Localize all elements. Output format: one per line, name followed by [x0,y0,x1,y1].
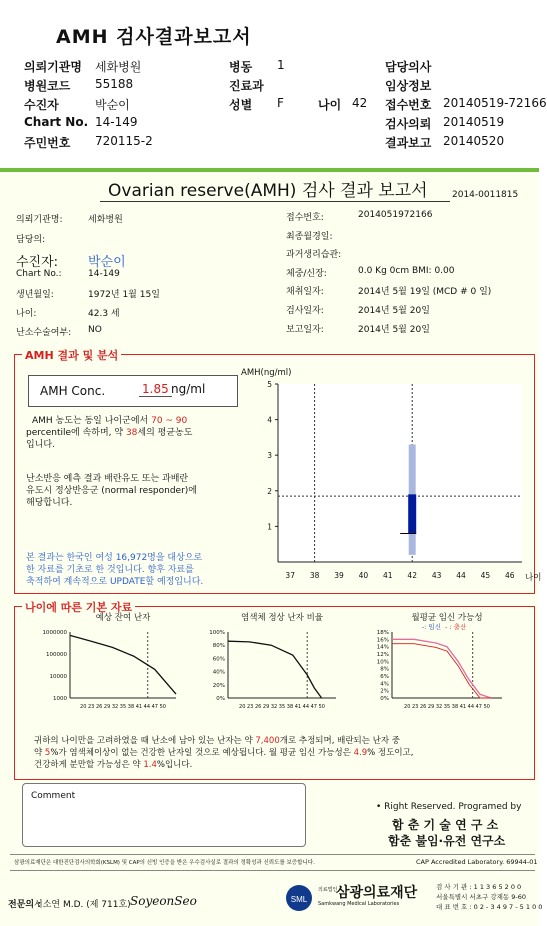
header-l1-2: 수진자 [24,98,59,112]
mini-series-line [70,635,176,694]
data-note-line3: 축적하여 계속적으로 UPDATE할 예정입니다. [26,577,204,587]
info-value-4: 1972년 1월 15일 [88,290,160,300]
info-label-1: 담당의: [16,235,46,245]
header-v1-2: 박순이 [95,98,130,112]
info-value-3: 14-149 [88,269,120,279]
mini-series-line [392,639,491,698]
comment-box [22,783,306,847]
comment-label: Comment [31,791,76,801]
logo-main-text: 삼광의료재단 [336,885,418,901]
mini-y-tick: 80% [212,643,225,650]
x-tick-label: 38 [309,571,320,580]
header-l4-1: 임상정보 [385,79,432,93]
y-tick-label: 4 [267,415,272,425]
doctor-label: 전문의 : [8,900,41,910]
x-tick-label: 46 [505,571,515,580]
mini-y-tick: 20% [212,682,225,689]
legend-pregnancy: -: 임신 [421,623,441,631]
header-l4-3: 검사의뢰 [385,117,432,131]
header-l3-2: 나이 [318,98,342,112]
mini-chart-title: 염색체 정상 난자 비율 [240,613,324,623]
header-v4-3: 20140519 [443,115,505,129]
info-value-0: 세화병원 [88,215,123,225]
header-l2-1: 진료과 [229,79,264,93]
info-label-0: 의뢰기관명: [16,215,63,225]
amh-age-chart [236,362,542,590]
mini-y-tick: 60% [212,656,225,663]
report-title: Ovarian reserve(AMH) 검사 결과 보고서 [108,181,428,201]
info-label-5: 나이: [16,309,37,319]
sml-logo-icon [285,884,313,912]
logo-sub-text: Samkwang Medical Laboratories [318,901,400,907]
mini-chart-title: 예상 잔여 난자 [95,613,151,623]
header-v1-4: 720115-2 [95,134,153,148]
institute-name-2: 함춘 불임·유전 연구소 [388,834,506,848]
amh-conc-label: AMH Conc. [40,384,106,398]
x-tick-label: 39 [334,571,344,580]
mini-y-tick: 10% [376,659,389,666]
info-label-4: 생년월일: [16,290,54,300]
mini-y-tick: 40% [212,669,225,676]
doctor-name: 서소연 M.D. (제 711호) [34,900,131,910]
mini-y-tick: 2% [380,688,389,695]
response-prediction-line3: 해당합니다. [26,498,73,508]
response-prediction-line1: 난소반응 예측 결과 배란유도 또는 과배란 [26,474,189,484]
report-label-3: 체중/신장: [286,269,327,279]
remaining-eggs-chart [36,610,186,726]
header-l4-0: 담당의사 [385,60,432,74]
y-tick-label: 3 [267,451,272,461]
amh-section-heading: AMH 결과 및 분석 [22,347,121,363]
mini-y-tick: 0% [380,696,389,702]
report-value-6: 2014년 5월 20일 [358,325,430,335]
header-v2-0: 1 [277,58,285,72]
amh-conc-unit: ng/ml [171,382,206,396]
mini-y-tick: 10000 [49,674,67,680]
doctor-signature: SoyeonSeo [130,894,197,908]
logo-small-text: 의료법인 [318,887,338,893]
info-label-3: Chart No.: [16,269,62,279]
age-summary-line2: 약 5%가 염색체이상이 없는 건강한 난자일 것으로 예상됩니다. 월 평균 임신 가능성은 4.9% 정도이고, [34,748,414,758]
svg-text:SML: SML [290,895,308,904]
data-note-line1: 본 결과는 한국인 여성 16,972명을 대상으로 [26,553,203,563]
amh-conc-value: 1.85 [139,382,172,397]
mini-y-tick: 1000000 [42,630,67,636]
mini-y-tick: 6% [380,674,389,680]
institute-name-1: 함 춘 기 술 연 구 소 [392,818,499,832]
page-title: AMH 검사결과보고서 [56,26,252,48]
y-tick-label: 2 [267,486,272,496]
header-v4-4: 20140520 [443,134,505,148]
mini-y-tick: 0% [216,696,225,702]
x-tick-label: 41 [383,571,393,580]
x-tick-label: 45 [480,571,491,580]
header-v3-2: 42 [352,96,368,110]
data-note-line2: 한 자료를 기초로 한 것입니다. 향후 자료를 [26,565,194,575]
report-label-4: 채취일자: [286,287,324,297]
x-tick-label: 42 [407,571,417,580]
header-l1-4: 주민번호 [24,136,71,150]
info-label-2: 수진자: [16,255,59,270]
age-summary-line1: 귀하의 나이만을 고려하였을 때 난소에 남아 있는 난자는 약 7,400개로 추정되며, 배란되는 난자 중 [34,736,400,746]
header-v1-1: 55188 [95,77,134,91]
response-prediction-line2: 유도시 정상반응군 (normal responder)에 [26,486,197,496]
y-axis-title: AMH(ng/ml) [241,368,292,378]
info-value-6: NO [88,325,102,335]
mini-y-tick: 12% [376,652,389,658]
header-v4-2: 20140519-72166 [443,96,547,110]
mini-chart-title: 월평균 임신 가능성 [411,613,483,623]
mini-y-tick: 8% [380,666,389,673]
info-value-5: 42.3 세 [88,309,120,319]
mini-y-tick: 1000 [53,696,67,702]
iqr-bar [408,494,416,533]
header-v1-0: 세화병원 [95,60,142,74]
report-value-4: 2014년 5월 19일 (MCD # 0 일) [358,287,492,297]
report-sheet [0,168,543,926]
x-tick-label: 43 [431,571,442,580]
header-v2-2: F [277,96,284,110]
header-v1-3: 14-149 [95,115,138,129]
header-l2-2: 성별 [229,98,253,112]
report-label-1: 최종월경일: [286,232,333,242]
legend-birth: - : 출산 [445,623,467,631]
header-l1-1: 병원코드 [24,79,71,93]
rights-text: • Right Reserved. Programed by [376,802,522,812]
cap-accreditation: CAP Accredited Laboratory. 69944-01 [416,858,538,866]
header-l2-0: 병동 [229,60,253,74]
report-label-6: 보고일자: [286,325,324,335]
header-l1-0: 의뢰기관명 [24,60,82,74]
amh-interpretation-line3: 입니다. [26,440,55,450]
mini-y-tick: 100000 [46,652,67,658]
x-tick-label: 37 [285,571,295,580]
amh-interpretation-line1: AMH 농도는 동일 나이군에서 70 ~ 90 [32,416,188,426]
x-tick-label: 44 [456,571,466,580]
mini-x-ticks: 20 23 26 29 32 35 38 41 44 47 50 [80,704,166,710]
header-l1-3: Chart No. [24,115,89,129]
mini-x-ticks: 20 23 26 29 32 35 38 41 44 47 50 [404,704,490,710]
mini-y-tick: 4% [380,681,389,688]
amh-conc-box [28,375,238,407]
mini-y-tick: 18% [376,630,389,636]
report-value-0: 2014051972166 [358,210,433,220]
info-label-6: 난소수술여부: [16,328,72,338]
y-tick-label: 1 [267,522,272,532]
y-tick-label: 5 [267,380,272,389]
report-label-5: 검사일자: [286,306,324,316]
age-summary-line3: 건강하게 분만할 가능성은 약 1.4%입니다. [34,760,193,770]
age-section-heading: 나이에 따른 기본 자료 [22,599,135,615]
amh-interpretation-line2: percentile에 속하며, 약 38세의 평균농도 [26,428,193,438]
mini-y-tick: 14% [376,644,389,651]
lab-address: 서울특별시 서초구 강재동 9-60 [436,893,527,901]
document-number: 2014-0011815 [452,190,519,200]
mini-y-tick: 16% [376,637,389,644]
pregnancy-chance-chart [362,610,522,726]
mini-x-ticks: 20 23 26 29 32 35 38 41 44 47 50 [239,704,325,710]
info-value-2: 박순이 [88,255,126,270]
normal-egg-ratio-chart [200,610,350,726]
header-l4-4: 결과보고 [385,136,432,150]
report-value-5: 2014년 5월 20일 [358,306,430,316]
report-label-2: 과거생리습관: [286,250,342,260]
lab-phone: 대 표 번 호 : 0 2 - 3 4 9 7 - 5 1 0 0 [436,903,543,911]
report-value-3: 0.0 Kg 0cm BMI: 0.00 [358,266,455,276]
mini-y-tick: 100% [209,630,225,636]
header-l4-2: 접수번호 [385,98,432,112]
certification-note: 삼광의료재단은 대한진단검사의학회(KSLM) 및 CAP의 신빙 인증을 받은 우수검사실로 결과의 정확성과 신뢰도를 보증합니다. [14,860,315,866]
lab-id: 검 사 기 관 : 1 1 3 6 5 2 0 0 [436,883,522,891]
report-label-0: 접수번호: [286,213,324,223]
x-tick-label: 40 [358,571,369,580]
x-axis-title: 나이 [525,573,542,583]
